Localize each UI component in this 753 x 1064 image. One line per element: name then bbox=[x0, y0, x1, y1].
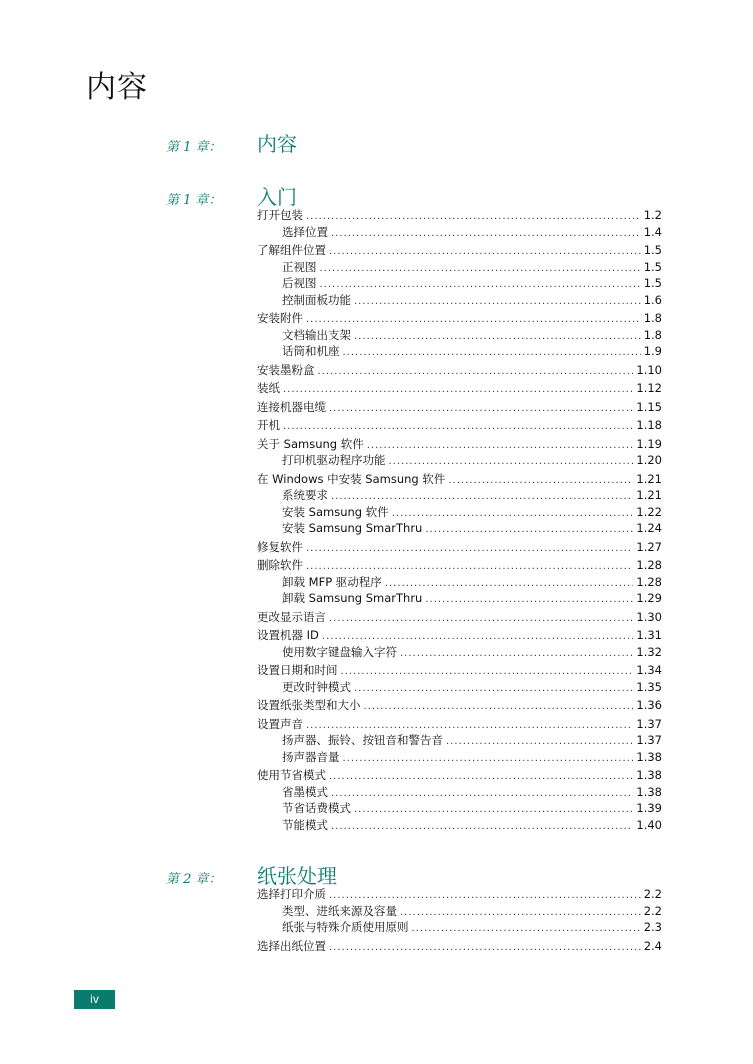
toc-entry[interactable] bbox=[257, 471, 662, 488]
chapter-heading[interactable] bbox=[0, 181, 753, 209]
dot-leader bbox=[354, 681, 633, 698]
dot-leader bbox=[367, 438, 634, 455]
toc-page-number: 1.38 bbox=[636, 768, 662, 782]
toc-subentry[interactable] bbox=[257, 919, 662, 936]
toc-page-number: 1.18 bbox=[636, 418, 662, 432]
toc-page-number: 1.22 bbox=[636, 504, 662, 519]
page-number-tab: iv bbox=[74, 990, 115, 1009]
page-title: 内容 bbox=[86, 70, 148, 105]
toc-entry-title: 在 Windows 中安装 Samsung 软件 bbox=[257, 471, 446, 486]
toc-entry-title: 话筒和机座 bbox=[282, 344, 340, 358]
dot-leader bbox=[425, 592, 633, 609]
toc-subentry[interactable] bbox=[257, 590, 662, 607]
toc-subentry[interactable] bbox=[257, 259, 662, 276]
toc-subentry[interactable] bbox=[257, 520, 662, 537]
toc-page-number: 1.21 bbox=[636, 488, 662, 502]
toc-subentry[interactable] bbox=[257, 224, 662, 241]
toc-entry[interactable] bbox=[257, 207, 662, 224]
toc-page-number: 1.38 bbox=[636, 749, 662, 764]
dot-leader bbox=[341, 664, 634, 681]
toc-entry-title: 设置纸张类型和大小 bbox=[257, 698, 361, 712]
toc-page-number: 1.19 bbox=[636, 436, 662, 451]
dot-leader bbox=[400, 646, 633, 663]
dot-leader bbox=[329, 769, 633, 786]
dot-leader bbox=[354, 294, 641, 311]
toc-entry-title: 删除软件 bbox=[257, 558, 303, 572]
toc-page-number: 1.2 bbox=[643, 208, 662, 222]
dot-leader bbox=[306, 209, 641, 226]
toc-page-number: 2.3 bbox=[643, 920, 662, 934]
dot-leader bbox=[400, 905, 641, 922]
toc-subentry[interactable] bbox=[257, 903, 662, 920]
toc-subentry[interactable] bbox=[257, 749, 662, 766]
toc-page-number: 1.38 bbox=[636, 784, 662, 799]
toc-page-number: 2.2 bbox=[643, 903, 662, 918]
toc-page-number: 1.37 bbox=[636, 733, 662, 747]
toc-entry-title: 正视图 bbox=[282, 259, 317, 274]
toc-entry-title: 扬声器音量 bbox=[282, 749, 340, 764]
toc-entry-title: 安装附件 bbox=[257, 311, 303, 325]
toc-entry[interactable] bbox=[257, 609, 662, 626]
toc-page-number: 1.28 bbox=[636, 558, 662, 572]
toc-subentry[interactable] bbox=[257, 275, 662, 292]
toc-subentry[interactable] bbox=[257, 817, 662, 834]
toc-entry-title: 使用数字键盘输入字符 bbox=[282, 644, 397, 659]
dot-leader bbox=[306, 312, 641, 329]
dot-leader bbox=[329, 611, 633, 628]
toc-entry-title: 省墨模式 bbox=[282, 784, 328, 799]
toc-subentry[interactable] bbox=[257, 574, 662, 591]
toc-subentry[interactable] bbox=[257, 292, 662, 309]
toc-entry[interactable] bbox=[257, 399, 662, 416]
toc-page-number: 1.27 bbox=[636, 539, 662, 554]
dot-leader bbox=[320, 277, 641, 294]
toc-page-number: 1.32 bbox=[636, 644, 662, 659]
toc-entry-title: 更改时钟模式 bbox=[282, 679, 351, 694]
toc-entry-title: 纸张与特殊介质使用原则 bbox=[282, 920, 409, 934]
toc-entry-title: 装纸 bbox=[257, 381, 280, 395]
toc-entry-title: 设置声音 bbox=[257, 716, 303, 731]
dot-leader bbox=[318, 364, 634, 381]
toc-subentry[interactable] bbox=[257, 487, 662, 504]
toc-page-number: 1.39 bbox=[636, 801, 662, 815]
toc-subentry[interactable] bbox=[257, 679, 662, 696]
toc-entry-title: 安装 Samsung SmarThru bbox=[282, 521, 423, 535]
toc-entry-title: 安装 Samsung 软件 bbox=[282, 504, 389, 519]
chapter-contents bbox=[0, 128, 753, 156]
dot-leader bbox=[412, 921, 641, 938]
chapter-getting-started bbox=[0, 181, 753, 832]
toc-entry-title: 安装墨粉盒 bbox=[257, 362, 315, 377]
toc-page-number: 1.8 bbox=[643, 311, 662, 325]
toc-entry-title: 设置机器 ID bbox=[257, 628, 319, 642]
toc-entry-title: 打印机驱动程序功能 bbox=[282, 453, 386, 467]
chapter-label: 第 1 章： bbox=[166, 193, 222, 208]
dot-leader bbox=[283, 419, 633, 436]
toc-page-number: 1.6 bbox=[643, 292, 662, 307]
toc-page-number: 1.37 bbox=[636, 716, 662, 731]
toc-entry-title: 扬声器、振铃、按钮音和警告音 bbox=[282, 733, 443, 747]
dot-leader bbox=[389, 454, 634, 471]
toc-entry-title: 卸载 MFP 驱动程序 bbox=[282, 574, 382, 589]
dot-leader bbox=[392, 506, 634, 523]
toc-subentry[interactable] bbox=[257, 343, 662, 360]
toc-entry[interactable] bbox=[257, 938, 662, 955]
toc-page-number: 1.21 bbox=[636, 471, 662, 486]
toc-list bbox=[257, 207, 662, 833]
chapter-title: 纸张处理 bbox=[257, 864, 337, 888]
toc-subentry[interactable] bbox=[257, 784, 662, 801]
dot-leader bbox=[425, 522, 633, 539]
toc-subentry[interactable] bbox=[257, 800, 662, 817]
dot-leader bbox=[354, 802, 633, 819]
toc-entry[interactable] bbox=[257, 539, 662, 556]
toc-page-number: 1.5 bbox=[643, 243, 662, 257]
dot-leader bbox=[364, 699, 634, 716]
dot-leader bbox=[331, 819, 633, 836]
chapter-title: 内容 bbox=[257, 132, 297, 156]
toc-page-number: 1.10 bbox=[636, 362, 662, 377]
toc-entry-title: 选择打印介质 bbox=[257, 887, 326, 901]
toc-entry-title: 连接机器电缆 bbox=[257, 399, 326, 414]
toc-entry[interactable] bbox=[257, 697, 662, 714]
toc-page-number: 1.12 bbox=[636, 381, 662, 395]
toc-entry[interactable] bbox=[257, 310, 662, 327]
dot-leader bbox=[343, 345, 641, 362]
toc-entry-title: 修复软件 bbox=[257, 539, 303, 554]
toc-page-number: 1.35 bbox=[636, 679, 662, 694]
dot-leader bbox=[446, 734, 633, 751]
dot-leader bbox=[320, 261, 641, 278]
toc-entry[interactable] bbox=[257, 362, 662, 379]
toc-page-number: 1.5 bbox=[643, 276, 662, 290]
dot-leader bbox=[343, 751, 634, 768]
chapter-label: 第 1 章： bbox=[166, 140, 222, 155]
toc-page-number: 1.31 bbox=[636, 628, 662, 642]
dot-leader bbox=[329, 940, 641, 957]
toc-entry[interactable] bbox=[257, 242, 662, 259]
toc-list bbox=[257, 886, 662, 954]
toc-entry-title: 选择位置 bbox=[282, 224, 328, 239]
toc-entry-title: 使用节省模式 bbox=[257, 768, 326, 782]
chapter-title: 入门 bbox=[257, 185, 297, 209]
toc-entry-title: 开机 bbox=[257, 418, 280, 432]
toc-entry-title: 了解组件位置 bbox=[257, 243, 326, 257]
toc-entry[interactable] bbox=[257, 627, 662, 644]
toc-entry-title: 类型、进纸来源及容量 bbox=[282, 903, 397, 918]
dot-leader bbox=[306, 541, 633, 558]
dot-leader bbox=[283, 382, 633, 399]
toc-page-number: 1.40 bbox=[636, 817, 662, 832]
toc-entry-title: 打开包装 bbox=[257, 208, 303, 222]
toc-entry-title: 设置日期和时间 bbox=[257, 663, 338, 677]
toc-entry[interactable] bbox=[257, 716, 662, 733]
chapter-label: 第 2 章： bbox=[166, 872, 222, 887]
toc-entry-title: 系统要求 bbox=[282, 488, 328, 502]
toc-entry-title: 控制面板功能 bbox=[282, 292, 351, 307]
dot-leader bbox=[448, 473, 633, 490]
toc-page-number: 1.4 bbox=[643, 224, 662, 239]
dot-leader bbox=[331, 786, 633, 803]
toc-page-number: 1.29 bbox=[636, 591, 662, 605]
toc-entry-title: 关于 Samsung 软件 bbox=[257, 436, 364, 451]
toc-subentry[interactable] bbox=[257, 644, 662, 661]
toc-entry[interactable] bbox=[257, 886, 662, 903]
toc-entry[interactable] bbox=[257, 767, 662, 784]
toc-page-number: 1.9 bbox=[643, 344, 662, 358]
toc-entry-title: 卸载 Samsung SmarThru bbox=[282, 591, 423, 605]
toc-page-number: 1.8 bbox=[643, 327, 662, 342]
toc-entry-title: 节省话费模式 bbox=[282, 801, 351, 815]
toc-entry[interactable] bbox=[257, 380, 662, 397]
chapter-paper-handling bbox=[0, 860, 753, 953]
toc-entry[interactable] bbox=[257, 417, 662, 434]
chapter-heading[interactable] bbox=[0, 128, 753, 156]
dot-leader bbox=[329, 401, 633, 418]
toc-entry[interactable] bbox=[257, 436, 662, 453]
toc-page-number: 1.5 bbox=[643, 259, 662, 274]
toc-subentry[interactable] bbox=[257, 504, 662, 521]
dot-leader bbox=[331, 226, 641, 243]
toc-subentry[interactable] bbox=[257, 327, 662, 344]
toc-page-number: 1.20 bbox=[636, 453, 662, 467]
toc-page-number: 1.30 bbox=[636, 609, 662, 624]
toc-subentry[interactable] bbox=[257, 732, 662, 749]
chapter-heading[interactable] bbox=[0, 860, 753, 888]
toc-entry-title: 节能模式 bbox=[282, 817, 328, 832]
toc-page-number: 1.34 bbox=[636, 663, 662, 677]
toc-entry-title: 选择出纸位置 bbox=[257, 938, 326, 953]
toc-page-number: 1.28 bbox=[636, 574, 662, 589]
dot-leader bbox=[354, 329, 641, 346]
toc-page-number: 1.24 bbox=[636, 521, 662, 535]
toc-entry-title: 后视图 bbox=[282, 276, 317, 290]
toc-page-number: 1.15 bbox=[636, 399, 662, 414]
dot-leader bbox=[329, 244, 641, 261]
toc-subentry[interactable] bbox=[257, 452, 662, 469]
toc-entry[interactable] bbox=[257, 557, 662, 574]
toc-entry[interactable] bbox=[257, 662, 662, 679]
toc-page-number: 1.36 bbox=[636, 698, 662, 712]
toc-entry-title: 文档输出支架 bbox=[282, 327, 351, 342]
toc-page-number: 2.2 bbox=[643, 887, 662, 901]
toc-entry-title: 更改显示语言 bbox=[257, 609, 326, 624]
toc-page-number: 2.4 bbox=[643, 938, 662, 953]
